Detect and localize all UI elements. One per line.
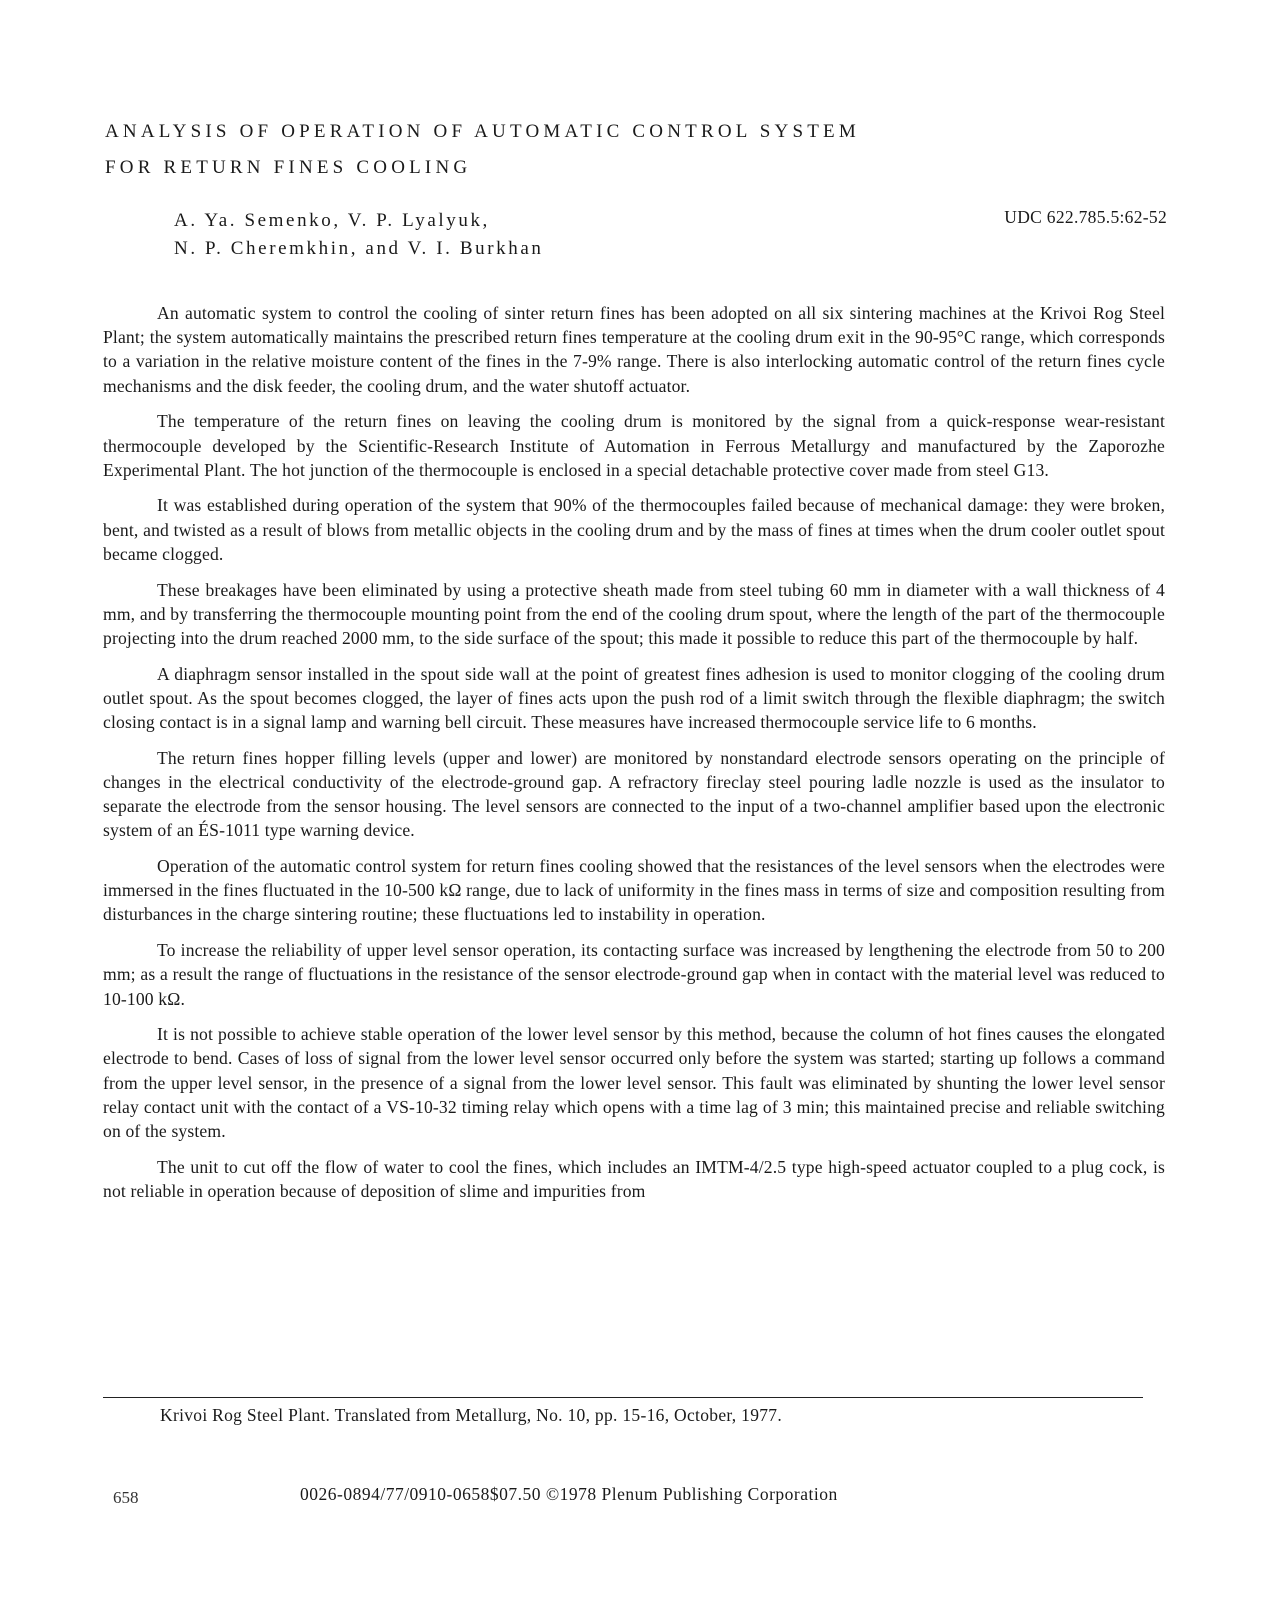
copyright-line: 0026-0894/77/0910-0658$07.50 ©1978 Plenum Publishing Corporation xyxy=(300,1484,838,1504)
author-list xyxy=(174,207,543,263)
paragraph-6: The return fines hopper filling levels (upper and lower) are monitored by nonstandard electrode sensors operating on the principle of changes in the electrical conductivity of the electrode-ground gap. A refractory fireclay steel pouring ladle nozzle is used as the insulator to separate the electrode from the sensor housing. The level sensors are connected to the input of a two-channel amplifier based upon the electronic system of an ÉS-1011 type warning device. xyxy=(103,747,1165,841)
article-title-line-2: FOR RETURN FINES COOLING xyxy=(105,157,472,178)
paragraph-7: Operation of the automatic control system for return fines cooling showed that the resistances of the level sensors when the electrodes were immersed in the fines fluctuated in the 10-500 kΩ range, due to lack of uniformity in the fines mass in terms of size and composition resulting from disturbances in the charge sintering routine; these fluctuations led to instability in operation. xyxy=(103,856,1165,925)
paragraph-10: The unit to cut off the flow of water to cool the fines, which includes an IMTM-4/2.5 type high-speed actuator coupled to a plug cock, is not reliable in operation because of deposition of slime and impurities from xyxy=(103,1156,1165,1201)
paragraph-1: An automatic system to control the cooling of sinter return fines has been adopted on all six sintering machines at the Krivoi Rog Steel Plant; the system automatically maintains the prescribed return fines temperature at the cooling drum exit in the 90-95°C range, which corresponds to a variation in the relative moisture content of the fines in the 7-9% range. There is also interlocking automatic control of the return fines cycle mechanisms and the disk feeder, the cooling drum, and the water shutoff actuator. xyxy=(103,303,1165,396)
paragraph-5: A diaphragm sensor installed in the spout side wall at the point of greatest fines adhesion is used to monitor clogging of the cooling drum outlet spout. As the spout becomes clogged, the layer of fines acts upon the push rod of a limit switch through the flexible diaphragm; the switch closing contact is in a signal lamp and warning bell circuit. These measures have increased thermocouple service life to 6 months. xyxy=(103,663,1165,733)
authors-line-1: A. Ya. Semenko, V. P. Lyalyuk, xyxy=(174,210,490,231)
authors-line-2: N. P. Cheremkhin, and V. I. Burkhan xyxy=(174,238,544,259)
article-title-line-1: ANALYSIS OF OPERATION OF AUTOMATIC CONTROL SYSTEM xyxy=(105,121,860,142)
udc-code: UDC 622.785.5:62-52 xyxy=(1004,207,1167,227)
page-number: 658 xyxy=(113,1488,139,1507)
paragraph-8: To increase the reliability of upper level sensor operation, its contacting surface was increased by lengthening the electrode from 50 to 200 mm; as a result the range of fluctuations in the resistance of the sensor electrode-ground gap when in contact with the material level was reduced to 10-100 kΩ. xyxy=(103,940,1165,1009)
paragraph-4: These breakages have been eliminated by using a protective sheath made from steel tubing 60 mm in diameter with a wall thickness of 4 mm, and by transferring the thermocouple mounting point from the end of the cooling drum spout, where the length of the part of the thermocouple projecting into the drum reached 2000 mm, to the side surface of the spout; this made it possible to reduce this part of the thermocouple by half. xyxy=(103,579,1165,648)
source-footnote: Krivoi Rog Steel Plant. Translated from Metallurg, No. 10, pp. 15-16, October, 1977. xyxy=(160,1405,783,1425)
paragraph-9: It is not possible to achieve stable operation of the lower level sensor by this method, because the column of hot fines causes the elongated electrode to bend. Cases of loss of signal from the lower level sensor occurred only before the system was started; starting up follows a command from the upper level sensor, in the presence of a signal from the lower level sensor. This fault was eliminated by shunting the lower level sensor relay contact unit with the contact of a VS-10-32 timing relay which opens with a time lag of 3 min; this maintained precise and reliable switching on of the system. xyxy=(103,1024,1165,1142)
paragraph-2: The temperature of the return fines on leaving the cooling drum is monitored by the signal from a quick-response wear-resistant thermocouple developed by the Scientific-Research Institute of Automation in Ferrous Metallurgy and manufactured by the Zaporozhe Experimental Plant. The hot junction of the thermocouple is enclosed in a special detachable protective cover made from steel G13. xyxy=(103,411,1165,480)
footnote-divider xyxy=(103,1397,1143,1398)
paragraph-3: It was established during operation of the system that 90% of the thermocouples failed because of mechanical damage: they were broken, bent, and twisted as a result of blows from metallic objects in the cooling drum and by the mass of fines at times when the drum cooler outlet spout became clogged. xyxy=(103,495,1165,564)
article-body xyxy=(103,301,1165,1215)
